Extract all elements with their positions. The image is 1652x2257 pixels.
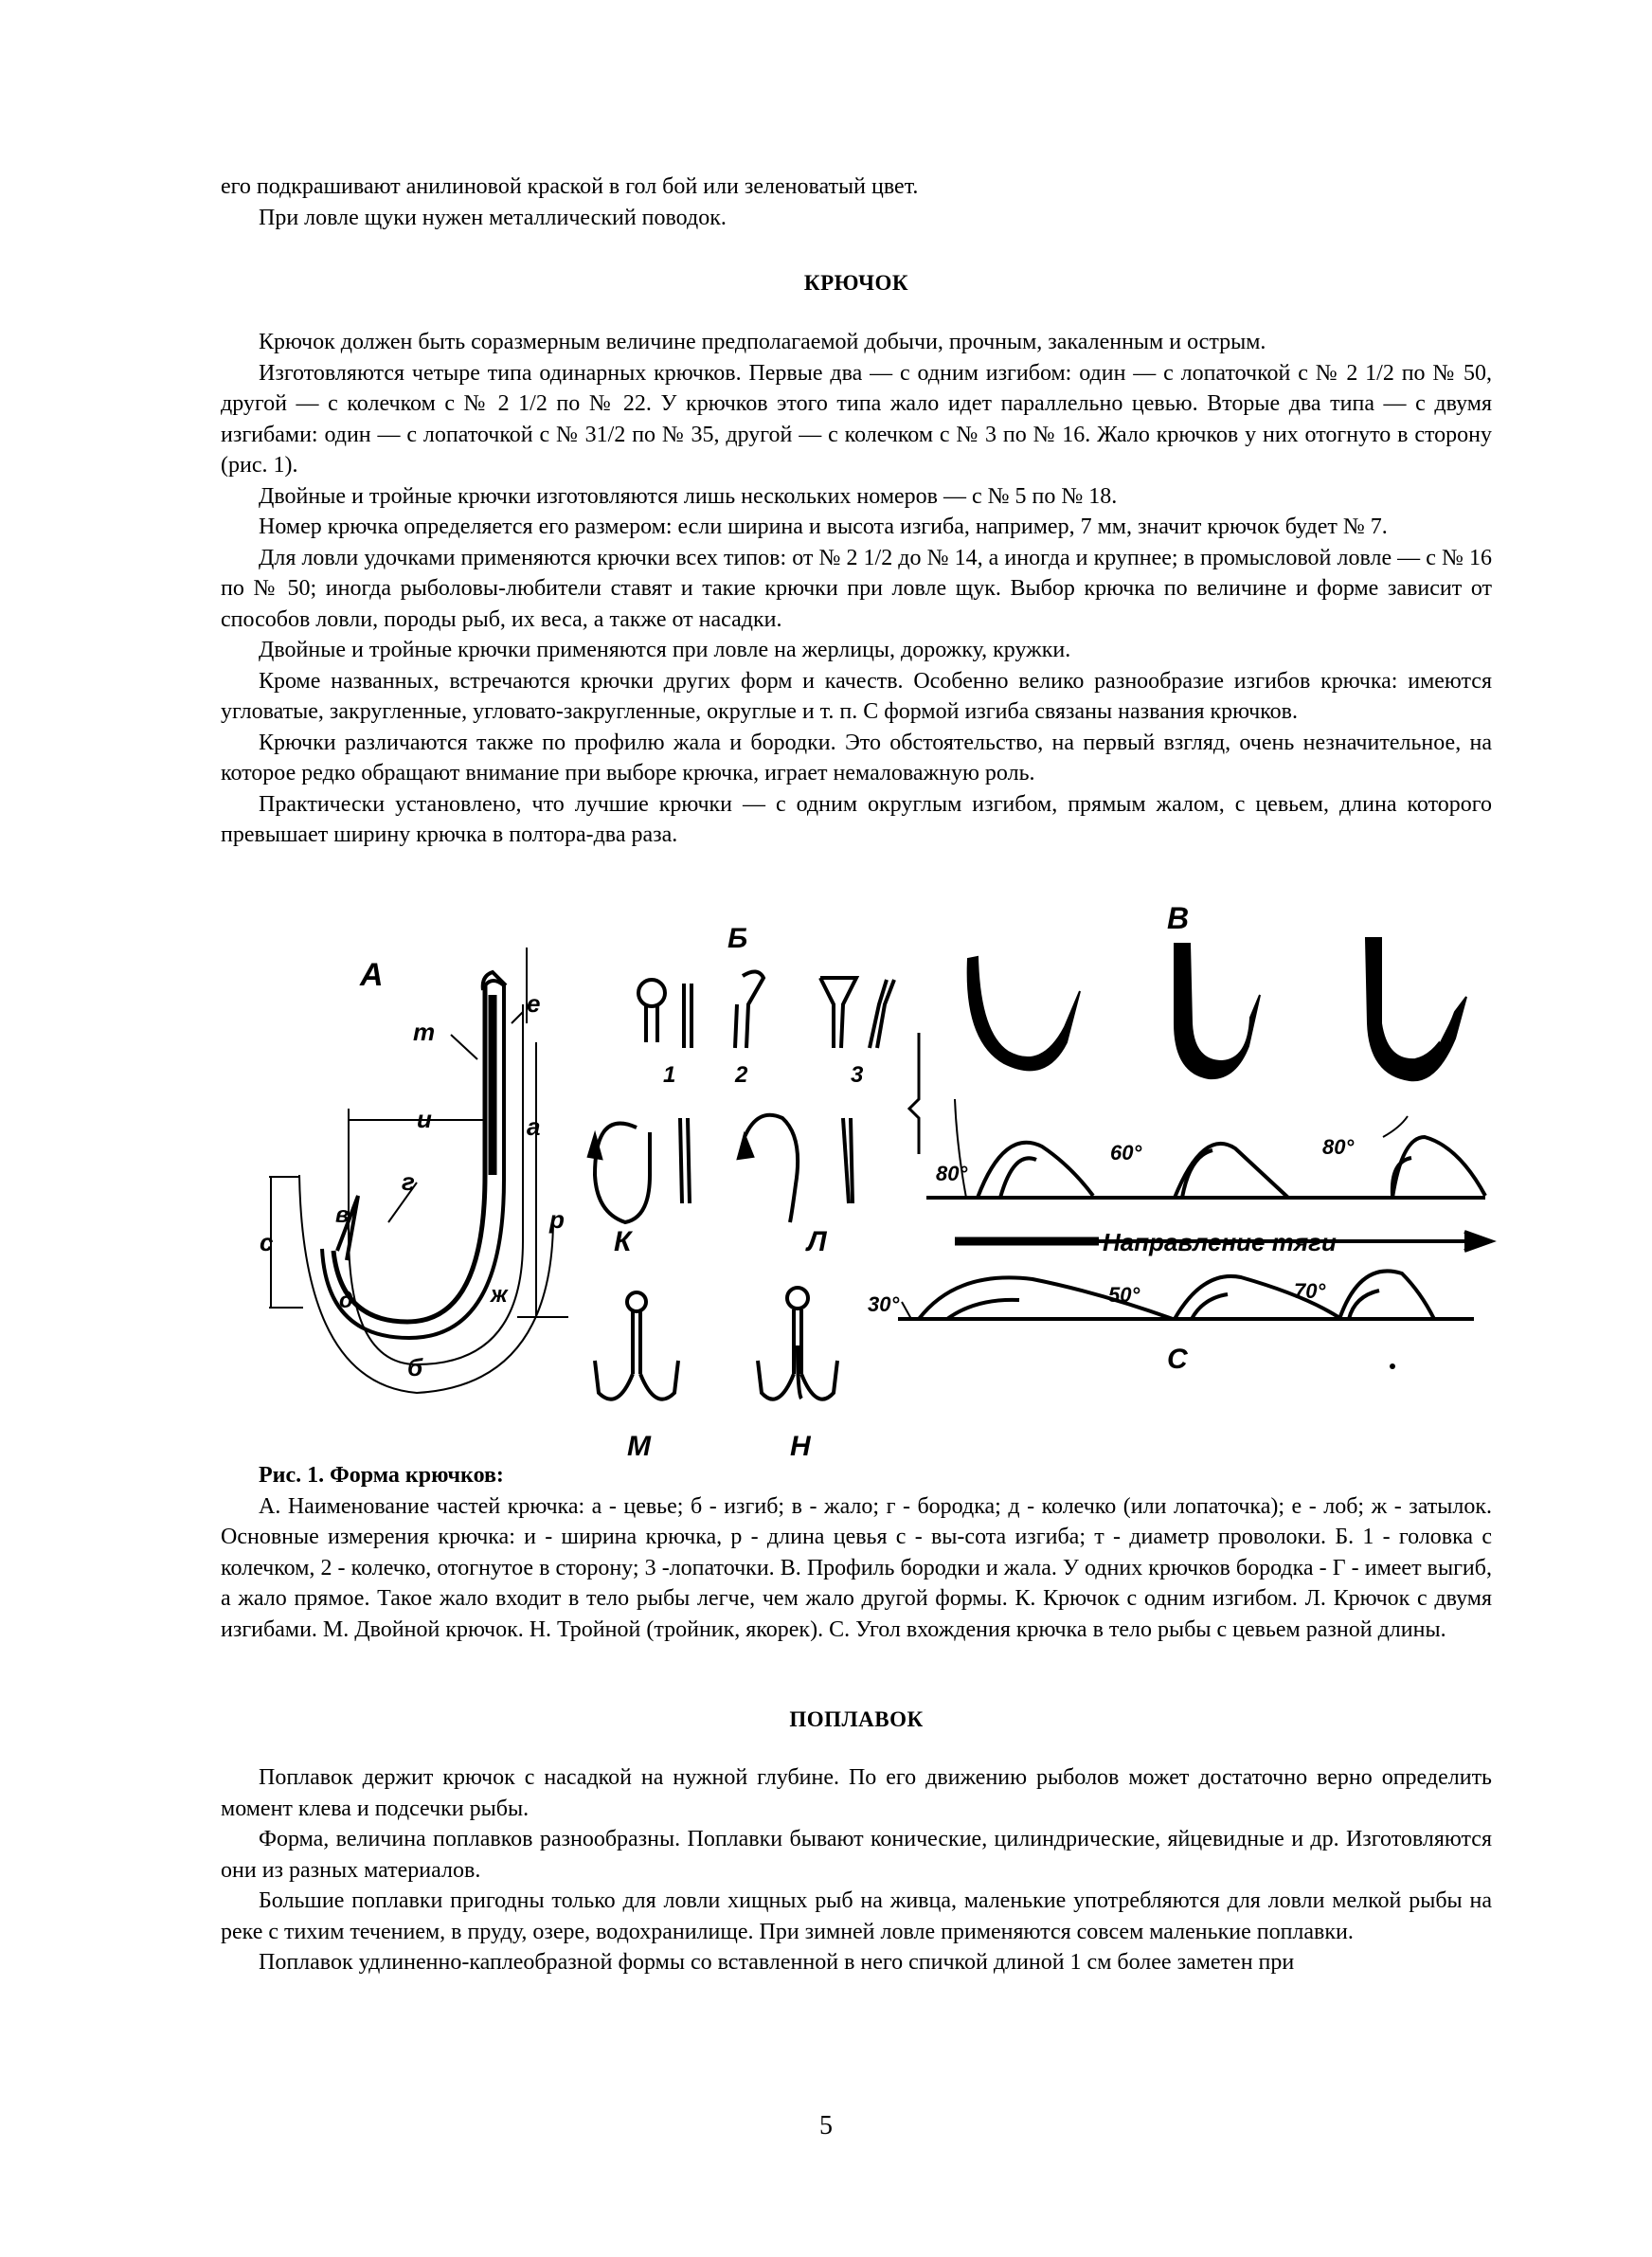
float-paragraph: Поплавок удлиненно-каплеобразной формы со вставленной в него спичкой длиной 1 см более заметен при — [259, 1950, 1295, 1975]
hook-paragraph: Кроме названных, встречаются крючки других форм и качеств. Особенно велико разнообразие изгибов крючка: имеются угловатые, закругленные, угловато-закругленные, округлые и т. п. С формой изгиба связаны названия крючков. — [221, 668, 1492, 724]
label-b: Б — [727, 923, 748, 954]
angle-top-2: 60° — [1110, 1141, 1142, 1165]
figure-parts-k-l — [589, 1115, 853, 1257]
hook-paragraph: Для ловли удочками применяются крючки всех типов: от № 2 1/2 до № 14, а иногда и крупнее; в промысловой ловле — с № 16 по № 50; иногда рыболовы-любители ставят и такие крючки при ловле щук. Выбор крючка по величине и форме зависит от способов ловли, породы рыб, их веса, а также от насадки. — [221, 545, 1492, 632]
figure-parts-m-n — [595, 1288, 837, 1462]
hook-m-left — [595, 1361, 633, 1399]
hook-l — [745, 1115, 798, 1222]
label-g: г — [402, 1167, 415, 1196]
hook-m-right — [640, 1361, 678, 1399]
angle-bottom-3: 70° — [1294, 1279, 1326, 1303]
section-heading-hook: КРЮЧОК — [803, 271, 909, 295]
label-l: Л — [807, 1226, 827, 1257]
hook-paragraph: Двойные и тройные крючки применяются при ловле на жерлицы, дорожку, кружки. — [259, 638, 1071, 662]
label-r: р — [549, 1205, 565, 1234]
label-b-2: 2 — [735, 1062, 748, 1088]
float-paragraph: Большие поплавки пригодны только для ловли хищных рыб на живца, маленькие употребляются для ловли мелкой рыбы на реке с тихим течением, в пруду, озере, водохранилище. При зимней ловле применяются совсем маленькие поплавки. — [221, 1888, 1492, 1944]
barb-profile-2 — [1175, 944, 1260, 1078]
shape-top-1 — [978, 1143, 1093, 1198]
hook-a-outer — [333, 985, 485, 1322]
label-zh: ж — [491, 1282, 508, 1308]
angle-top-1: 80° — [936, 1162, 968, 1185]
label-a-part: а — [527, 1112, 541, 1141]
shape-bottom-3 — [1339, 1271, 1434, 1319]
caption-title: Рис. 1. Форма крючков: — [259, 1463, 504, 1488]
figure-part-a — [260, 948, 568, 1393]
direction-label: Направление тяги — [1103, 1228, 1337, 1256]
angle-bottom-2: 50° — [1108, 1283, 1140, 1307]
figure-caption — [221, 1460, 1492, 1645]
label-d: д — [339, 1288, 353, 1313]
label-m: М — [627, 1431, 651, 1462]
intro-line-1: его подкрашивают анилиновой краской в гол бой или зеленоватый цвет. — [221, 174, 919, 199]
float-paragraph: Поплавок держит крючок с насадкой на нужной глубине. По его движению рыболов может достаточно верно определить момент клева и подсечки рыбы. — [221, 1765, 1492, 1821]
label-v: в — [335, 1202, 350, 1228]
label-b-1: 1 — [663, 1062, 676, 1088]
hook-paragraph: Практически установлено, что лучшие крючки — с одним округлым изгибом, прямым жалом, с цевьем, длина которого превышает ширину крючка в полтора-два раза. — [221, 791, 1492, 847]
float-section-body — [221, 1762, 1492, 1978]
hook-paragraph: Номер крючка определяется его размером: если ширина и высота изгиба, например, 7 мм, значит крючок будет № 7. — [259, 515, 1388, 539]
hook-n-left — [758, 1361, 794, 1399]
label-k: К — [614, 1226, 632, 1257]
label-t: т — [413, 1018, 436, 1046]
hook-paragraph: Крючки различаются также по профилю жала и бородки. Это обстоятельство, на первый взгляд, очень незначительное, на которое редко обращают внимание при выборе крючка, играет немаловажную роль. — [221, 730, 1492, 785]
hook-paragraph: Изготовляются четыре типа одинарных крючков. Первые два — с одним изгибом: один — с лопаточкой с № 2 1/2 по № 50, другой — с колечком с № 2 1/2 по № 22. У крючков этого типа жало идет параллельно цевью. Вторые два типа — с двумя изгибами: один — с лопаточкой с № 31/2 по № 35, другой — с колечком с № 3 по № 16. Жало крючков у них отогнуто в сторону (рис. 1). — [221, 360, 1492, 478]
page-number: 5 — [819, 2111, 833, 2140]
barb-profile-1 — [968, 957, 1080, 1070]
angle-bottom-1: 30° — [868, 1292, 900, 1316]
shape-top-3 — [1392, 1137, 1485, 1198]
label-n: Н — [790, 1431, 811, 1462]
figure-part-s — [868, 1099, 1491, 1375]
hook-paragraph: Двойные и тройные крючки изготовляются лишь нескольких номеров — с № 5 по № 18. — [259, 483, 1118, 509]
section-heading-float: ПОПЛАВОК — [789, 1707, 924, 1731]
label-c: с — [260, 1228, 274, 1256]
caption-text: А. Наименование частей крючка: а - цевье; б - изгиб; в - жало; г - бородка; д - колечко (или лопаточка); е - лоб; ж - затылок. Основные измерения крючка: и - ширина крючка, р - длина цевья с - вы-сота изгиба; т - диаметр проволоки. Б. 1 - головка с колечком, 2 - колечко, отогнутое в сторону; 3 -лопаточки. В. Профиль бородки и жала. У одних крючков бородка - Г - имеет выгиб, а жало прямое. Такое жало входит в тело рыбы легче, чем жало другой формы. К. Крючок с одним изгибом. Л. Крючок с двумя изгибами. М. Двойной крючок. Н. Тройной (тройник, якорек). С. Угол вхождения крючка в тело рыбы с цевьем разной длины. — [221, 1493, 1492, 1642]
label-i: и — [417, 1105, 432, 1133]
hook-n-right — [801, 1361, 837, 1399]
label-b-3: 3 — [851, 1062, 864, 1088]
label-e: е — [527, 989, 541, 1018]
float-paragraph: Форма, величина поплавков разнообразны. Поплавки бывают конические, цилиндрические, яйцевидные и др. Изготовляются они из разных материалов. — [221, 1827, 1492, 1883]
figure-part-b — [638, 923, 894, 1088]
hook-k — [595, 1124, 650, 1222]
angle-top-3: 80° — [1322, 1135, 1355, 1159]
label-v-big: В — [1167, 901, 1190, 935]
label-s: С — [1167, 1344, 1188, 1375]
label-a: А — [360, 957, 384, 993]
label-b-part: б — [407, 1353, 423, 1381]
barb-profile-3 — [1366, 938, 1466, 1080]
figure-part-v — [909, 901, 1466, 1154]
hook-paragraph: Крючок должен быть соразмерным величине предполагаемой добычи, прочным, закаленным и острым. — [259, 330, 1266, 354]
intro-line-2: При ловле щуки нужен металлический поводок. — [259, 205, 727, 230]
